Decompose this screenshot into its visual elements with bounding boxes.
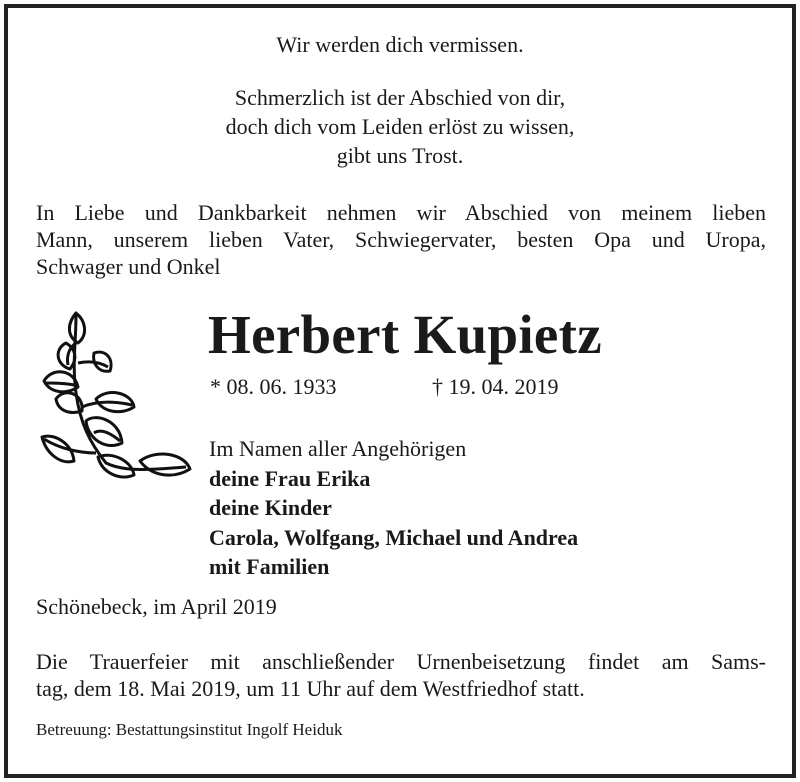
verse-line: Schmerzlich ist der Abschied von dir,	[234, 85, 566, 110]
verse	[0, 83, 800, 170]
verse-line: doch dich vom Leiden erlöst zu wissen,	[225, 114, 575, 139]
funeral-info	[36, 648, 766, 702]
mourners-intro: Im Namen aller Angehörigen	[209, 436, 467, 461]
birth-date: * 08. 06. 1933	[210, 374, 337, 399]
verse-line: gibt uns Trost.	[336, 143, 464, 168]
verse-first-line: Wir werden dich vermissen.	[276, 32, 524, 57]
place-date: Schönebeck, im April 2019	[36, 594, 277, 619]
mourner-line: mit Familien	[209, 554, 330, 579]
mourners-block	[209, 434, 578, 582]
farewell-intro	[36, 199, 766, 280]
funeral-line: tag, dem 18. Mai 2019, um 11 Uhr auf dem Westfriedhof statt.	[36, 676, 585, 701]
mourner-line: Carola, Wolfgang, Michael und Andrea	[209, 524, 579, 550]
funeral-line: Die Trauerfeier mit anschließender Urnenbeisetzung findet am Sams-	[36, 649, 766, 674]
deceased-name: Herbert Kupietz	[208, 304, 602, 365]
intro-line: In Liebe und Dankbarkeit nehmen wir Abschied von meinem lieben	[36, 200, 766, 225]
undertaker-credit: Betreuung: Bestattungsinstitut Ingolf Heiduk	[36, 720, 343, 739]
death-date: † 19. 04. 2019	[432, 374, 559, 399]
leaf-branch-icon	[36, 303, 196, 493]
mourner-line: deine Frau Erika	[209, 465, 371, 491]
intro-line: Schwager und Onkel	[36, 254, 221, 279]
mourner-line: deine Kinder	[209, 495, 332, 520]
intro-line: Mann, unserem lieben Vater, Schwiegervater, besten Opa und Uropa,	[36, 227, 766, 252]
